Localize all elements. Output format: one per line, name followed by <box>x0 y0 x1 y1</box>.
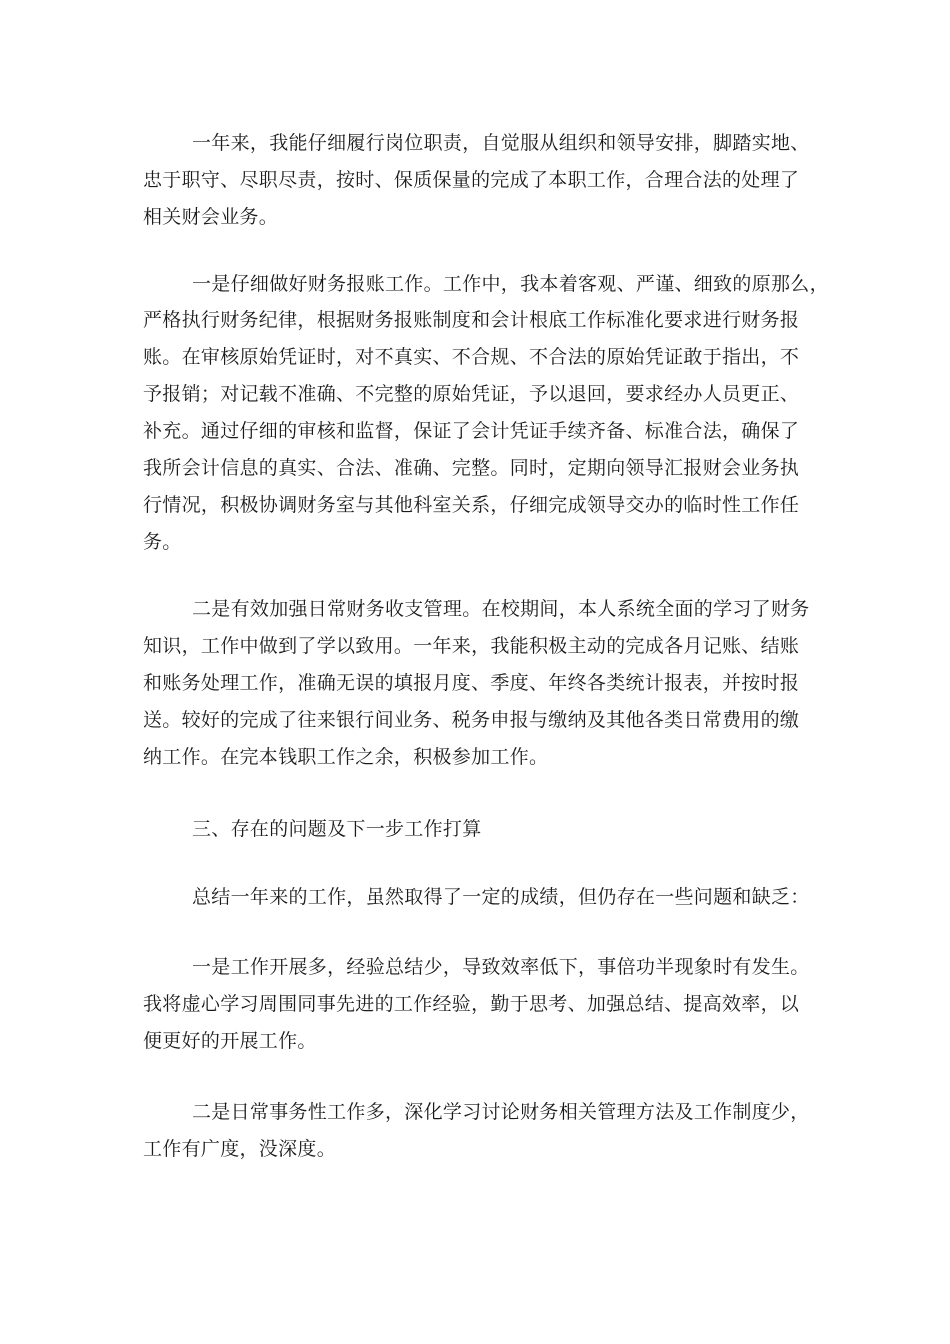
text-line: 补充。通过仔细的审核和监督，保证了会计凭证手续齐备、标准合法，确保了 <box>143 420 800 442</box>
text-line: 一年来，我能仔细履行岗位职责，自觉服从组织和领导安排，脚踏实地、 <box>192 132 810 154</box>
text-line: 相关财会业务。 <box>143 206 279 228</box>
text-line: 账。在审核原始凭证时，对不真实、不合规、不合法的原始凭证敢于指出，不 <box>143 346 800 368</box>
text-line: 我将虚心学习周围同事先进的工作经验，勤于思考、加强总结、提高效率，以 <box>143 993 800 1015</box>
text-line: 送。较好的完成了往来银行间业务、税务申报与缴纳及其他各类日常费用的缴 <box>143 709 800 731</box>
text-line: 一是工作开展多，经验总结少，导致效率低下，事倍功半现象时有发生。 <box>192 956 810 978</box>
text-line: 二是有效加强日常财务收支管理。在校期间，本人系统全面的学习了财务 <box>192 598 810 620</box>
text-line: 知识，工作中做到了学以致用。一年来，我能积极主动的完成各月记账、结账 <box>143 635 800 657</box>
text-line: 严格执行财务纪律，根据财务报账制度和会计根底工作标准化要求进行财务报 <box>143 309 800 331</box>
text-line: 一是仔细做好财务报账工作。工作中，我本着客观、严谨、细致的原那么， <box>192 273 829 295</box>
text-line: 纳工作。在完本钱职工作之余，积极参加工作。 <box>143 746 549 768</box>
text-line: 行情况，积极协调财务室与其他科室关系，仔细完成领导交办的临时性工作任 <box>143 494 800 516</box>
heading-line: 三、存在的问题及下一步工作打算 <box>192 818 482 840</box>
text-line: 工作有广度，没深度。 <box>143 1138 337 1160</box>
text-line: 务。 <box>143 531 182 553</box>
text-line: 便更好的开展工作。 <box>143 1030 317 1052</box>
text-line: 总结一年来的工作，虽然取得了一定的成绩，但仍存在一些问题和缺乏： <box>192 886 810 908</box>
text-line: 予报销；对记载不准确、不完整的原始凭证，予以退回，要求经办人员更正、 <box>143 383 800 405</box>
text-line: 二是日常事务性工作多，深化学习讨论财务相关管理方法及工作制度少， <box>192 1101 810 1123</box>
text-line: 和账务处理工作，准确无误的填报月度、季度、年终各类统计报表，并按时报 <box>143 672 800 694</box>
text-line: 忠于职守、尽职尽责，按时、保质保量的完成了本职工作，合理合法的处理了 <box>143 169 800 191</box>
text-line: 我所会计信息的真实、合法、准确、完整。同时，定期向领导汇报财会业务执 <box>143 457 800 479</box>
